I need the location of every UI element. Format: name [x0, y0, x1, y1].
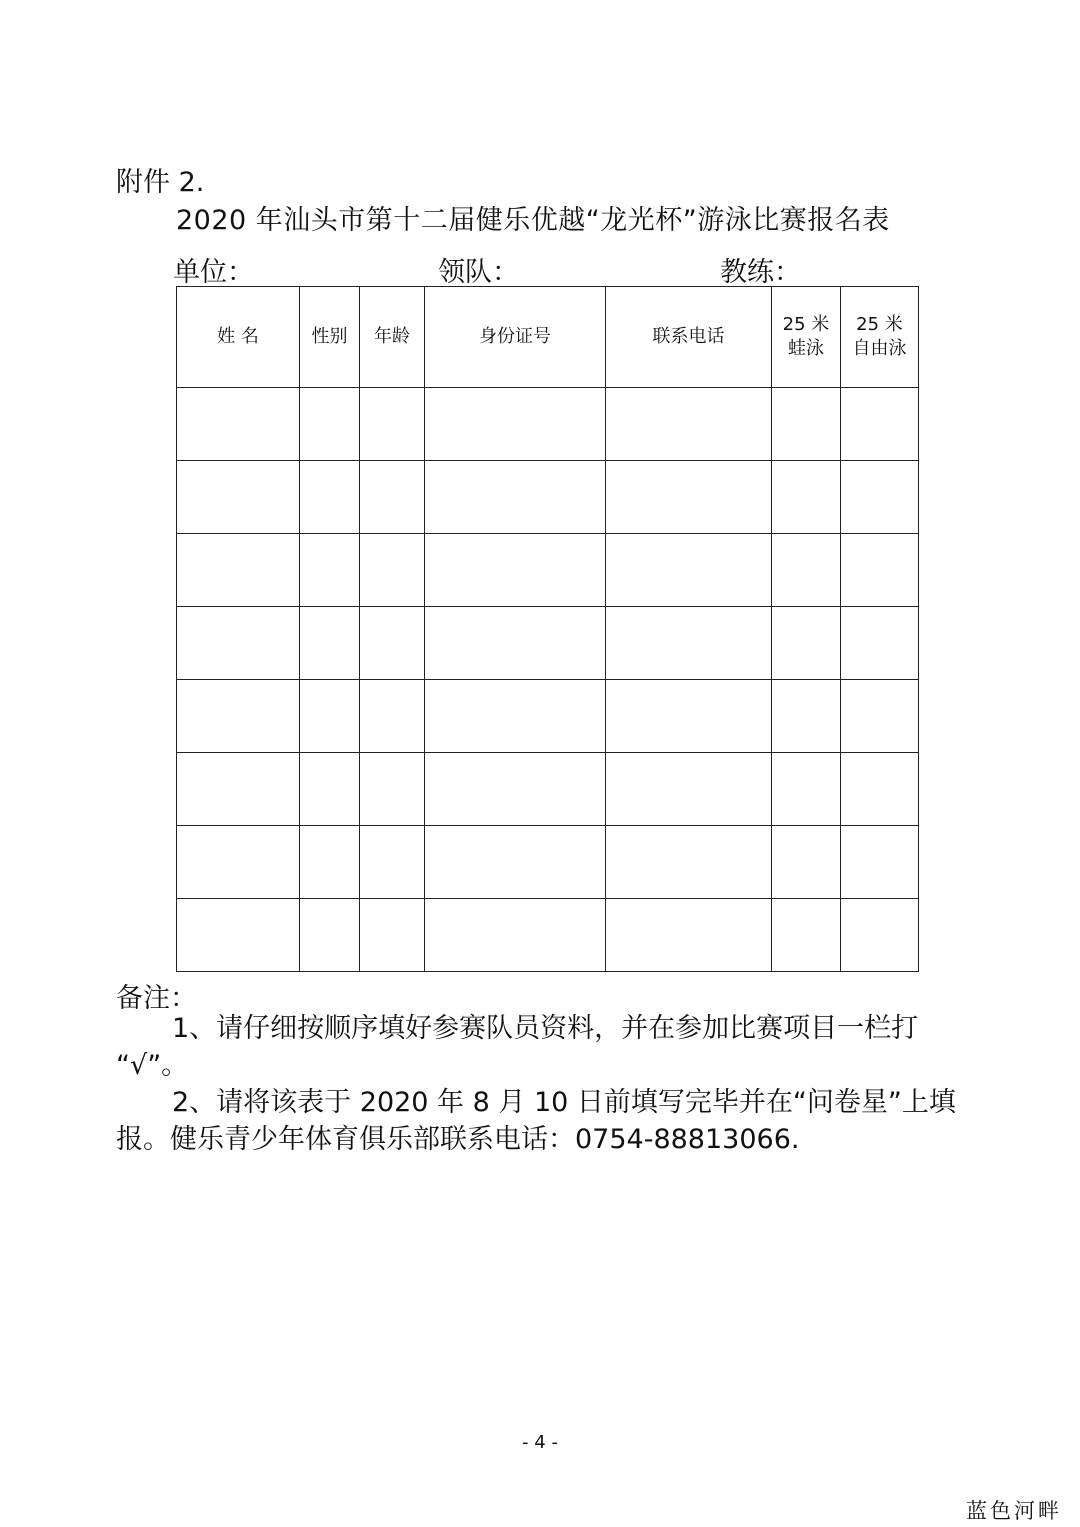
- table-cell[interactable]: [606, 753, 772, 826]
- table-cell[interactable]: [425, 607, 606, 680]
- table-cell[interactable]: [772, 461, 841, 534]
- table-cell[interactable]: [841, 899, 919, 972]
- table-row: [177, 388, 919, 461]
- column-header: [177, 287, 300, 388]
- table-cell[interactable]: [360, 680, 425, 753]
- table-cell[interactable]: [772, 534, 841, 607]
- table-cell[interactable]: [425, 388, 606, 461]
- note-1-line-2: “√”。: [116, 1050, 189, 1081]
- table-cell[interactable]: [841, 534, 919, 607]
- table-cell[interactable]: [606, 607, 772, 680]
- table-cell[interactable]: [772, 680, 841, 753]
- table-cell[interactable]: [841, 461, 919, 534]
- table-cell[interactable]: [300, 826, 360, 899]
- table-cell[interactable]: [772, 753, 841, 826]
- note-2-line-1: 2、请将该表于 2020 年 8 月 10 日前填写完毕并在“问卷星”上填: [172, 1087, 956, 1118]
- table-row: [177, 826, 919, 899]
- table-cell[interactable]: [300, 607, 360, 680]
- table-cell[interactable]: [360, 461, 425, 534]
- table-cell[interactable]: [177, 388, 300, 461]
- table-cell[interactable]: [177, 826, 300, 899]
- registration-table: [176, 286, 919, 972]
- table-row: [177, 899, 919, 972]
- table-body: [177, 388, 919, 972]
- table-cell[interactable]: [360, 899, 425, 972]
- table-row: [177, 680, 919, 753]
- table-cell[interactable]: [360, 607, 425, 680]
- table-cell[interactable]: [177, 534, 300, 607]
- table-cell[interactable]: [300, 753, 360, 826]
- column-header: [841, 287, 919, 388]
- table-cell[interactable]: [425, 461, 606, 534]
- table-cell[interactable]: [606, 461, 772, 534]
- table-row: [177, 753, 919, 826]
- table-row: [177, 607, 919, 680]
- page-number: - 4 -: [522, 1432, 558, 1453]
- column-header-text: 性别: [311, 326, 348, 347]
- table-row: [177, 461, 919, 534]
- column-header: [425, 287, 606, 388]
- table-cell[interactable]: [360, 534, 425, 607]
- table-cell[interactable]: [425, 826, 606, 899]
- attachment-label: 附件 2.: [116, 167, 205, 198]
- note-2-line-2: 报。健乐青少年体育俱乐部联系电话：0754-88813066.: [116, 1124, 800, 1155]
- table-cell[interactable]: [606, 680, 772, 753]
- table-header-row: [177, 287, 919, 388]
- table-cell[interactable]: [772, 899, 841, 972]
- table-cell[interactable]: [841, 607, 919, 680]
- watermark: 蓝色河畔: [966, 1499, 1062, 1523]
- leader-label: 领队：: [438, 257, 519, 288]
- table-cell[interactable]: [772, 607, 841, 680]
- column-header-text: 蛙泳: [788, 338, 824, 359]
- table-cell[interactable]: [772, 826, 841, 899]
- table-cell[interactable]: [841, 826, 919, 899]
- table-cell[interactable]: [425, 534, 606, 607]
- table-cell[interactable]: [841, 680, 919, 753]
- column-header-text: 自由泳: [852, 338, 907, 359]
- unit-label: 单位：: [173, 257, 254, 288]
- table-cell[interactable]: [606, 899, 772, 972]
- column-header-text: 联系电话: [652, 326, 725, 347]
- table-cell[interactable]: [425, 753, 606, 826]
- table-cell[interactable]: [177, 461, 300, 534]
- table-cell[interactable]: [300, 899, 360, 972]
- table-cell[interactable]: [606, 826, 772, 899]
- table-cell[interactable]: [177, 899, 300, 972]
- table-cell[interactable]: [841, 388, 919, 461]
- table-cell[interactable]: [300, 388, 360, 461]
- column-header-text: 姓 名: [217, 326, 259, 347]
- table-cell[interactable]: [360, 826, 425, 899]
- table-cell[interactable]: [841, 753, 919, 826]
- table-cell[interactable]: [425, 680, 606, 753]
- table-cell[interactable]: [360, 753, 425, 826]
- table-cell[interactable]: [300, 534, 360, 607]
- coach-label: 教练：: [720, 257, 801, 288]
- note-1-line-1: 1、请仔细按顺序填好参赛队员资料，并在参加比赛项目一栏打: [172, 1013, 919, 1044]
- table-cell[interactable]: [177, 753, 300, 826]
- table-cell[interactable]: [360, 388, 425, 461]
- table-cell[interactable]: [177, 680, 300, 753]
- column-header-text: 25 米: [782, 314, 830, 335]
- table-cell[interactable]: [300, 461, 360, 534]
- column-header: [360, 287, 425, 388]
- column-header-text: 年龄: [374, 326, 410, 347]
- table-cell[interactable]: [425, 899, 606, 972]
- column-header: [772, 287, 841, 388]
- column-header-text: 身份证号: [479, 326, 551, 347]
- table-cell[interactable]: [606, 534, 772, 607]
- table-cell[interactable]: [300, 680, 360, 753]
- column-header-text: 25 米: [856, 314, 903, 335]
- table-cell[interactable]: [772, 388, 841, 461]
- column-header: [606, 287, 772, 388]
- column-header: [300, 287, 360, 388]
- document-title: 2020 年汕头市第十二届健乐优越“龙光杯”游泳比赛报名表: [176, 205, 890, 236]
- table-cell[interactable]: [177, 607, 300, 680]
- table-cell[interactable]: [606, 388, 772, 461]
- table-row: [177, 534, 919, 607]
- notes-label: 备注：: [116, 983, 197, 1014]
